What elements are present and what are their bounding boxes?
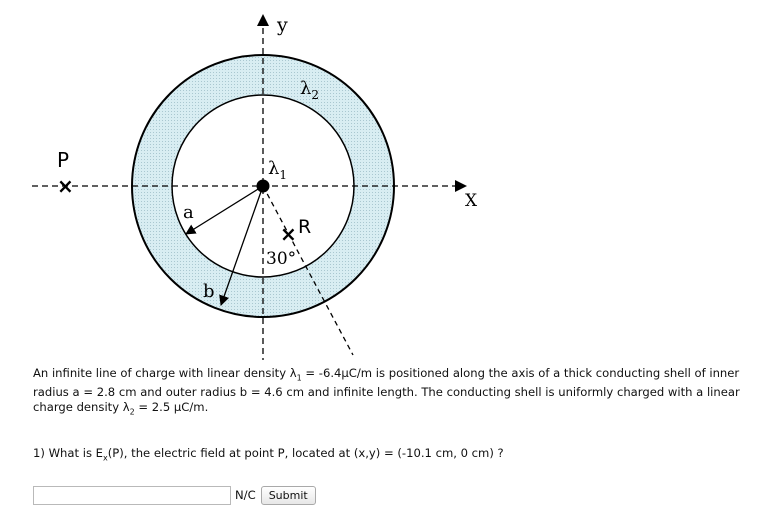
x-axis-label: X	[465, 191, 478, 211]
point-r-cross: ×	[280, 222, 297, 246]
answer-input[interactable]	[33, 486, 231, 505]
radius-a-label: a	[183, 202, 194, 223]
question-text: 1) What is $E_x(P)$, the electric field at point P, located at (x,y) = (-10.1 cm, 0 cm) ?	[33, 446, 504, 463]
central-line-charge	[257, 180, 270, 193]
lambda1-label: $\lambda_1$	[268, 158, 288, 182]
radius-b-label: b	[203, 281, 215, 302]
unit-label: N/C	[235, 488, 256, 502]
lambda2-label: $\lambda_2$	[300, 78, 320, 102]
angle-label: 30°	[266, 249, 297, 269]
problem-statement: An infinite line of charge with linear density $\lambda_1 = -6.4\mu C/m$ is positioned along the axis of a thick conducting shell of inner radius a = 2.8 cm and outer radius b = 4.6 cm and infinite length. The conducting shell is uniformly charged with a linear charge density $\lambda_2 = 2.5$ μC/m.	[33, 366, 740, 417]
point-p-label: P	[57, 148, 70, 172]
y-axis-label: y	[277, 14, 288, 36]
point-p-cross: ×	[57, 174, 74, 198]
y-axis-arrow	[257, 14, 269, 26]
submit-button[interactable]: Submit	[261, 486, 316, 505]
point-r-label: R	[298, 216, 312, 238]
answer-row	[33, 483, 316, 507]
